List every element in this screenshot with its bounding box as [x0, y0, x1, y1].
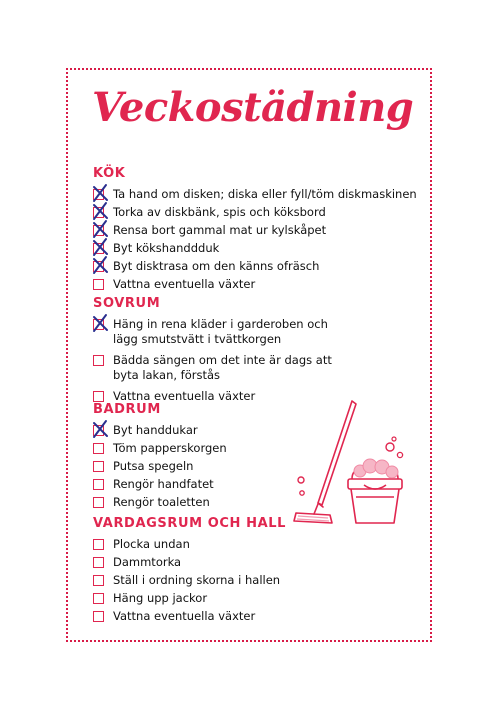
item-label: Ta hand om disken; diska eller fyll/töm diskmaskinen	[113, 187, 417, 201]
checkbox[interactable]	[93, 497, 104, 508]
checklist-item[interactable]	[93, 495, 227, 510]
checkbox[interactable]	[93, 391, 104, 402]
item-label: Putsa spegeln	[113, 459, 194, 473]
checkbox[interactable]	[93, 443, 104, 454]
item-label: Vattna eventuella växter	[113, 277, 256, 291]
checkbox[interactable]	[93, 225, 104, 236]
section-heading: KÖK	[93, 166, 126, 181]
checklist-item[interactable]	[93, 441, 227, 456]
item-label: Byt disktrasa om den känns ofräsch	[113, 259, 320, 273]
check-x-icon	[92, 256, 110, 274]
checkbox[interactable]	[93, 539, 104, 550]
item-label: Bädda sängen om det inte är dags att byta lakan, förstås	[113, 353, 332, 382]
checklist-item[interactable]	[93, 241, 417, 256]
item-label: Torka av diskbänk, spis och köksbord	[113, 205, 326, 219]
check-x-icon	[92, 314, 110, 332]
checkbox[interactable]	[93, 355, 104, 366]
checklist-item[interactable]	[93, 555, 286, 570]
item-label: Byt handdukar	[113, 423, 198, 437]
check-x-icon	[92, 420, 110, 438]
item-label: Rengör handfatet	[113, 477, 214, 491]
checkbox[interactable]	[93, 243, 104, 254]
item-label: Byt kökshanddduk	[113, 241, 220, 255]
checklist-item[interactable]	[93, 459, 227, 474]
checkbox[interactable]	[93, 261, 104, 272]
check-x-icon	[92, 238, 110, 256]
item-label: Ställ i ordning skorna i hallen	[113, 573, 281, 587]
section-heading: SOVRUM	[93, 296, 161, 311]
checklist-item[interactable]	[93, 423, 227, 438]
checkbox[interactable]	[93, 575, 104, 586]
item-label: Dammtorka	[113, 555, 182, 569]
item-label: Häng in rena kläder i garderoben och lägg smutstvätt i tvättkorgen	[113, 317, 328, 346]
item-label: Häng upp jackor	[113, 591, 208, 605]
check-x-icon	[92, 184, 110, 202]
checklist-item[interactable]	[93, 205, 417, 220]
checkbox[interactable]	[93, 207, 104, 218]
item-label: Töm papperskorgen	[113, 441, 227, 455]
section-heading: VARDAGSRUM OCH HALL	[93, 516, 287, 531]
checkbox[interactable]	[93, 189, 104, 200]
check-x-icon	[92, 202, 110, 220]
checkbox[interactable]	[93, 279, 104, 290]
item-label: Vattna eventuella växter	[113, 609, 256, 623]
section-kok	[93, 166, 417, 295]
item-label: Plocka undan	[113, 537, 190, 551]
checkbox[interactable]	[93, 557, 104, 568]
checklist-item[interactable]	[93, 591, 286, 606]
checklist-item[interactable]	[93, 477, 227, 492]
item-label: Rengör toaletten	[113, 495, 210, 509]
section-heading: BADRUM	[93, 402, 161, 417]
checklist-item[interactable]	[93, 573, 286, 588]
checklist-item[interactable]	[93, 317, 333, 347]
checklist-item[interactable]	[93, 223, 417, 238]
checklist-item[interactable]	[93, 277, 417, 292]
check-x-icon	[92, 220, 110, 238]
checkbox[interactable]	[93, 611, 104, 622]
checklist-item[interactable]	[93, 609, 286, 624]
item-label: Rensa bort gammal mat ur kylskåpet	[113, 223, 327, 237]
section-badrum	[93, 402, 227, 513]
checkbox[interactable]	[93, 461, 104, 472]
mop-and-bucket-icon	[290, 395, 410, 535]
checklist-item[interactable]	[93, 259, 417, 274]
checklist-item[interactable]	[93, 353, 333, 383]
page-title: Veckostädning	[92, 84, 414, 131]
checkbox[interactable]	[93, 319, 104, 330]
checklist-item[interactable]	[93, 537, 286, 552]
checklist-item[interactable]	[93, 187, 417, 202]
checkbox[interactable]	[93, 425, 104, 436]
section-vardagsrum-och-hall	[93, 516, 286, 627]
item-label: Vattna eventuella växter	[113, 389, 256, 403]
section-sovrum	[93, 296, 333, 407]
checkbox[interactable]	[93, 479, 104, 490]
checkbox[interactable]	[93, 593, 104, 604]
